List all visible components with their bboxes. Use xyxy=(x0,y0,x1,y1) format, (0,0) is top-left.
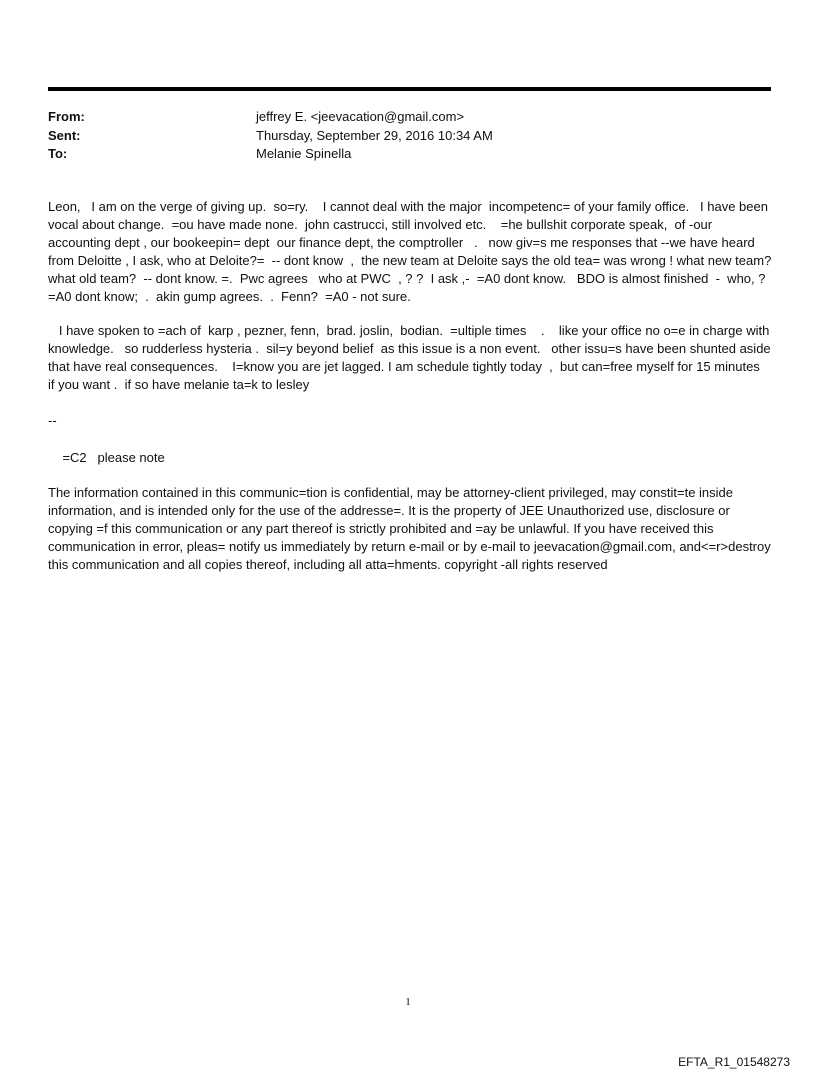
from-label: From: xyxy=(48,109,85,124)
confidentiality-notice: The information contained in this communic=tion is confidential, may be attorney-client privileged, may constit=te inside information, and is intended only for the use of the addresse=. It is the property of JEE Unauthorized use, disclosure or copying =f this communication or any part thereof is strictly prohibited and =ay be unlawful. If you have received this communication in error, pleas= notify us immediately by return e-mail or by e-mail to jeevacation@gmail.com, and<=r>destroy this communication and all copies thereof, including all atta=hments. copyright -all rights reserved xyxy=(48,485,775,572)
from-value: jeffrey E. <jeevacation@gmail.com> xyxy=(256,109,465,124)
signature-separator: -- xyxy=(48,413,57,428)
document-id: EFTA_R1_01548273 xyxy=(678,1055,790,1069)
to-value: Melanie Spinella xyxy=(256,146,352,161)
to-label: To: xyxy=(48,146,68,161)
sent-label: Sent: xyxy=(48,127,81,143)
from-row xyxy=(48,108,748,127)
please-note-line: =C2 please note xyxy=(48,450,165,465)
sent-value: Thursday, September 29, 2016 10:34 AM xyxy=(256,127,493,143)
header-divider xyxy=(48,87,771,91)
body-paragraph-1: Leon, I am on the verge of giving up. so=ry. I cannot deal with the major incompetenc= of your family office. I have been vocal about change. =ou have made none. john castrucci, still involved etc. =he bullshit corporate speak, of -our accounting dept , our bookeepin= dept our finance dept, the comptroller . now giv=s me responses that --we have heard from Deloitte , I ask, who at Deloite?= -- dont know , the new team at Deloite says the old tea= was wrong ! what new team? what old team? -- dont know. =. Pwc agrees who at PWC , ? ? I ask ,- =A0 dont know. BDO is almost finished - who, ? =A0 dont know; . akin gump agrees. . Fenn? =A0 - not sure. xyxy=(48,199,775,304)
page-number: 1 xyxy=(405,996,411,1008)
to-row xyxy=(48,145,748,164)
email-header xyxy=(48,108,748,164)
body-paragraph-2: I have spoken to =ach of karp , pezner, fenn, brad. joslin, bodian. =ultiple times . like your office no o=e in charge with knowledge. so rudderless hysteria . sil=y beyond belief as this issue is a non event. other issu=s have been shunted aside that have real consequences. I=know you are jet lagged. I am schedule tightly today , but can=free myself for 15 minutes if you want . if so have melanie ta=k to lesley xyxy=(48,323,775,392)
sent-row xyxy=(48,127,748,146)
